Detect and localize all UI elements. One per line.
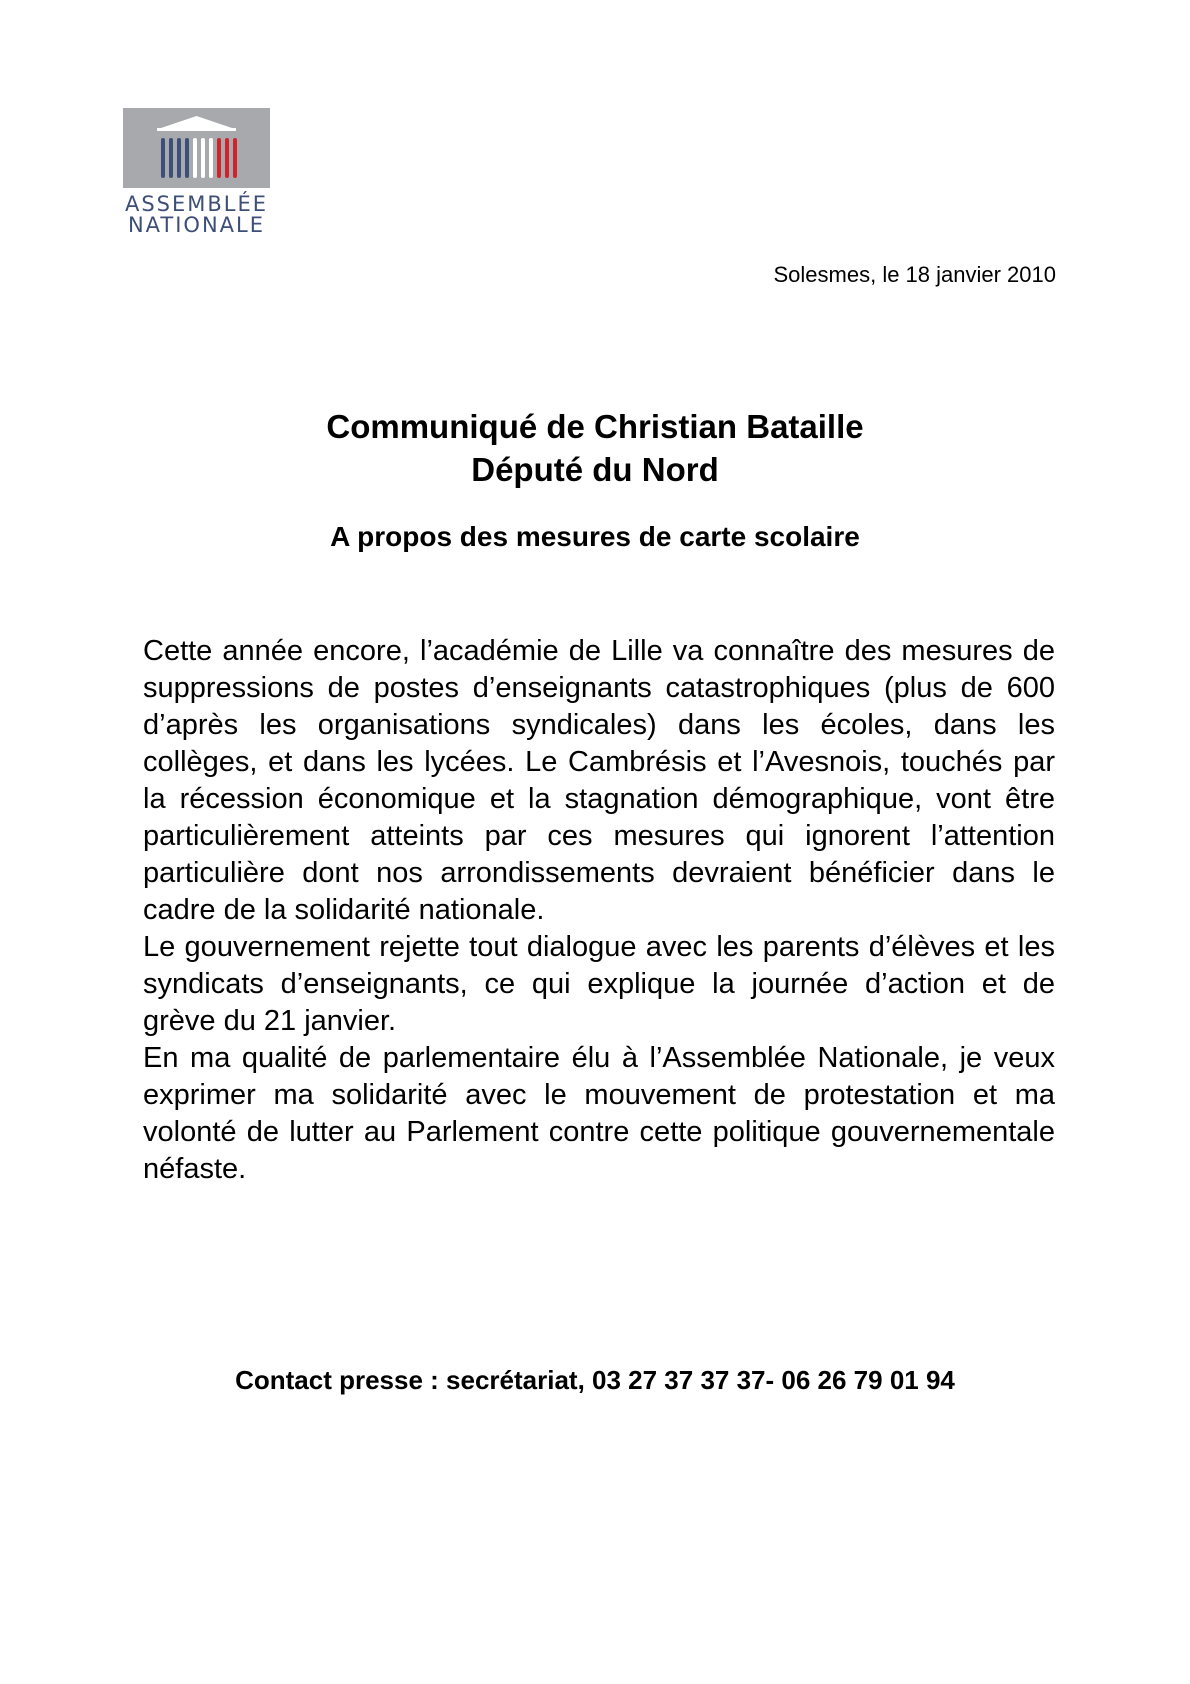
assemblee-nationale-logo: [123, 108, 270, 240]
press-contact: Contact presse : secrétariat, 03 27 37 37 37- 06 26 79 01 94: [235, 1365, 955, 1395]
body-text: [143, 633, 1055, 1188]
page-title: Communiqué de Christian Bataille: [326, 408, 864, 445]
paragraph: Cette année encore, l’académie de Lille va connaître des mesures de suppressions de postes d’enseignants catastrophiques (plus de 600 d’après les organisations syndicales) dans les écoles, dans les collèges, et dans les lycées. Le Cambrésis et l’Avesnois, touchés par la récession économique et la stagnation démographique, vont être particulièrement atteints par ces mesures qui ignorent l’attention particulière dont nos arrondissements devraient bénéficier dans le cadre de la solidarité nationale.: [143, 635, 1055, 926]
page-title-line2: Député du Nord: [471, 451, 719, 488]
logo-text-line2: NATIONALE: [127, 213, 266, 237]
assembly-icon: [123, 108, 270, 188]
page-subtitle: A propos des mesures de carte scolaire: [330, 521, 860, 552]
document-date: Solesmes, le 18 janvier 2010: [773, 262, 1056, 287]
paragraph: Le gouvernement rejette tout dialogue avec les parents d’élèves et les syndicats d’enseignants, ce qui explique la journée d’action et de grève du 21 janvier.: [143, 931, 1055, 1037]
logo-text-line1: ASSEMBLÉE: [124, 192, 269, 216]
paragraph: En ma qualité de parlementaire élu à l’Assemblée Nationale, je veux exprimer ma solidarité avec le mouvement de protestation et ma volonté de lutter au Parlement contre cette politique gouvernementale néfaste.: [143, 1042, 1055, 1185]
